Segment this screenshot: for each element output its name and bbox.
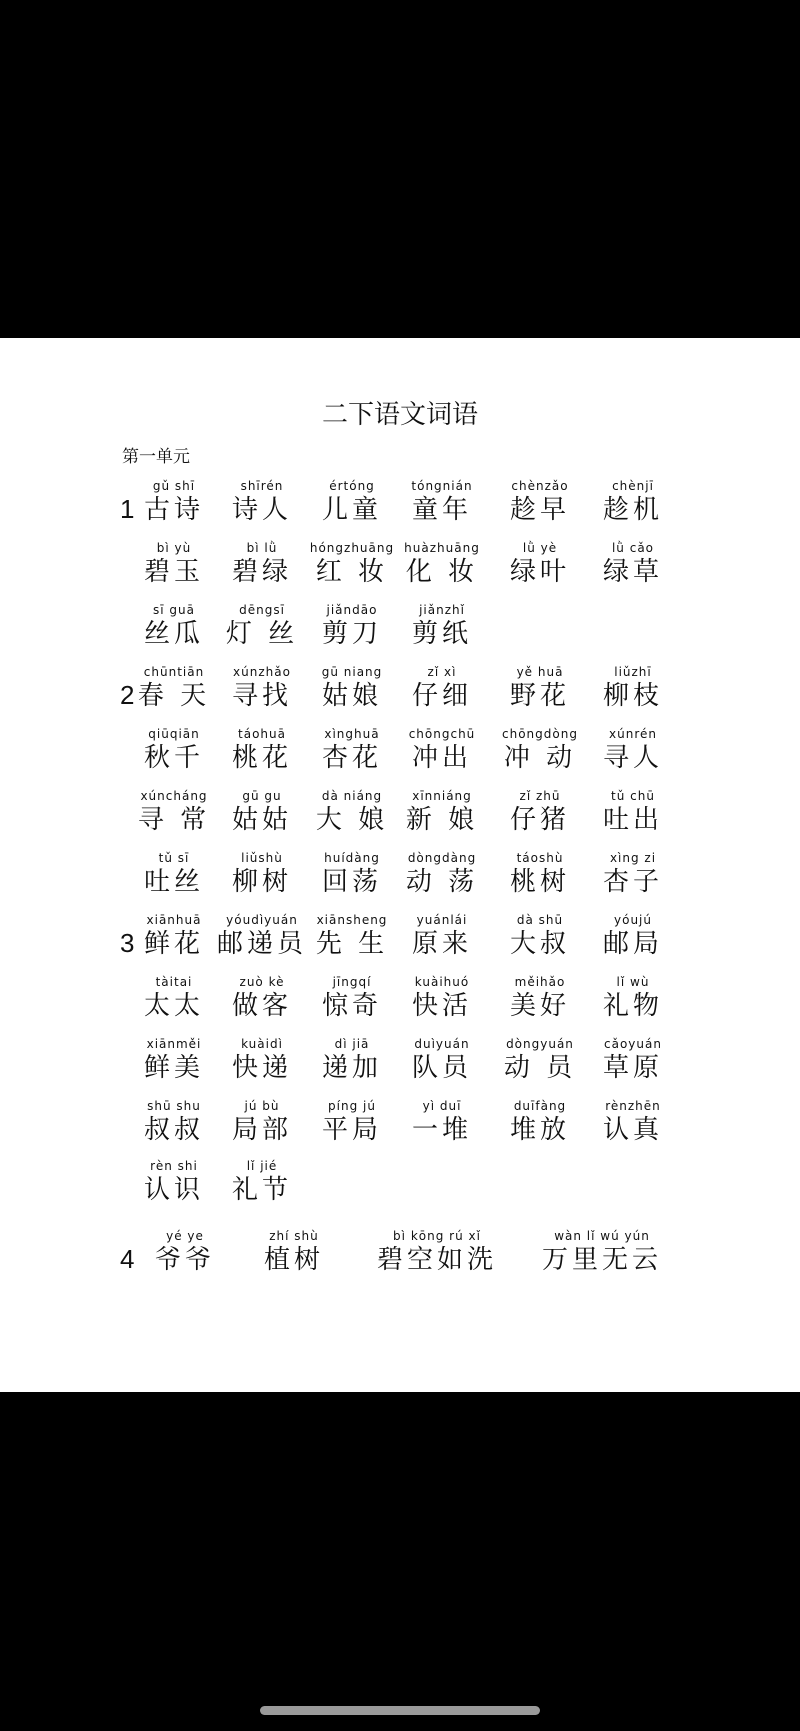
vocab-word (304, 602, 400, 650)
pinyin: shīrén (240, 479, 284, 493)
hanzi-word: 大叔 (509, 929, 570, 959)
hanzi-word: 新 娘 (405, 805, 479, 835)
vocab-word (492, 540, 588, 588)
hanzi-word: 野花 (509, 681, 570, 711)
vocab-word (304, 726, 400, 774)
hanzi-word: 一堆 (411, 1115, 472, 1145)
pinyin: jiǎndāo (326, 603, 378, 617)
vocab-word (126, 478, 222, 526)
hanzi-word: 递加 (321, 1053, 382, 1083)
vocab-word (126, 1036, 222, 1084)
pinyin: tàitai (155, 975, 193, 989)
pinyin: chōngdòng (502, 727, 578, 741)
pinyin: dà niáng (321, 789, 383, 803)
pinyin: xúnzhǎo (233, 665, 291, 679)
pinyin: chènzǎo (511, 479, 569, 493)
pinyin: jīngqí (332, 975, 372, 989)
pinyin: rèn shi (150, 1159, 198, 1173)
pinyin: hóngzhuāng (309, 541, 395, 555)
vocab-word (126, 788, 222, 836)
vocab-word (585, 726, 681, 774)
pinyin: xiānsheng (316, 913, 388, 927)
vocab-word (214, 602, 310, 650)
hanzi-word: 吐出 (602, 805, 663, 835)
pinyin: zhí shù (269, 1229, 319, 1243)
lesson-number: 2 (120, 680, 135, 710)
pinyin: xìnghuā (324, 727, 380, 741)
hanzi-word: 做客 (231, 991, 292, 1021)
pinyin: bì lǜ (246, 541, 278, 555)
pinyin: zǐ xì (427, 665, 457, 679)
vocab-word (585, 1098, 681, 1146)
vocab-word (585, 540, 681, 588)
hanzi-word: 寻人 (602, 743, 663, 773)
hanzi-word: 回荡 (321, 867, 382, 897)
hanzi-word: 平局 (321, 1115, 382, 1145)
pinyin: xìng zi (609, 851, 657, 865)
hanzi-word: 吐丝 (143, 867, 204, 897)
hanzi-word: 仔细 (411, 681, 472, 711)
vocab-word (126, 850, 222, 898)
vocab-word (394, 1098, 490, 1146)
pinyin: liǔzhī (614, 665, 652, 679)
pinyin: gǔ shī (152, 479, 196, 493)
pinyin: yóujú (614, 913, 652, 927)
hanzi-word: 礼物 (602, 991, 663, 1021)
pinyin: lǐ wù (616, 975, 650, 989)
vocab-word (137, 1228, 233, 1276)
pinyin: lǜ cǎo (611, 541, 655, 555)
hanzi-word: 儿童 (321, 495, 382, 525)
pinyin: tǔ chū (611, 789, 655, 803)
pinyin: huídàng (324, 851, 380, 865)
vocab-word (126, 1158, 222, 1206)
pinyin: táohuā (238, 727, 286, 741)
vocab-word (394, 726, 490, 774)
vocab-word (585, 850, 681, 898)
document-page (0, 338, 800, 1392)
pinyin: yì duī (422, 1099, 462, 1113)
hanzi-word: 万里无云 (541, 1245, 662, 1275)
hanzi-word: 鲜美 (143, 1053, 204, 1083)
vocab-word (394, 664, 490, 712)
vocab-word (214, 1098, 310, 1146)
vocab-word (304, 478, 400, 526)
vocab-word (394, 850, 490, 898)
hanzi-word: 冲出 (411, 743, 472, 773)
pinyin: dà shū (516, 913, 564, 927)
pinyin: kuàihuó (414, 975, 470, 989)
hanzi-word: 寻找 (231, 681, 292, 711)
pinyin: gū gu (242, 789, 282, 803)
vocab-word (214, 788, 310, 836)
vocab-word (492, 974, 588, 1022)
vocab-word (126, 1098, 222, 1146)
pinyin: xúnrén (609, 727, 657, 741)
hanzi-word: 姑娘 (321, 681, 382, 711)
hanzi-word: 杏花 (321, 743, 382, 773)
pinyin: wàn lǐ wú yún (554, 1229, 650, 1243)
hanzi-word: 原来 (411, 929, 472, 959)
vocab-word (585, 478, 681, 526)
pinyin: qiūqiān (148, 727, 200, 741)
pinyin: lǜ yè (522, 541, 558, 555)
pinyin: dì jiā (334, 1037, 370, 1051)
hanzi-word: 桃花 (231, 743, 292, 773)
pinyin: huàzhuāng (404, 541, 480, 555)
vocab-word (492, 664, 588, 712)
hanzi-word: 姑姑 (231, 805, 292, 835)
pinyin: kuàidì (241, 1037, 283, 1051)
hanzi-word: 礼节 (231, 1175, 292, 1205)
hanzi-word: 先 生 (315, 929, 389, 959)
vocab-word (304, 540, 400, 588)
vocab-word (126, 664, 222, 712)
hanzi-word: 鲜花 (143, 929, 204, 959)
vocab-word (492, 478, 588, 526)
vocab-word (214, 1158, 310, 1206)
hanzi-word: 太太 (143, 991, 204, 1021)
hanzi-word: 碧绿 (231, 557, 292, 587)
pinyin: yé ye (166, 1229, 204, 1243)
hanzi-word: 植树 (263, 1245, 324, 1275)
vocab-word (394, 478, 490, 526)
hanzi-word: 化 妆 (405, 557, 479, 587)
vocab-word (492, 912, 588, 960)
hanzi-word: 爷爷 (154, 1245, 215, 1275)
hanzi-word: 趁机 (602, 495, 663, 525)
lesson-number: 1 (120, 494, 135, 524)
pinyin: lǐ jié (246, 1159, 278, 1173)
vocab-word (214, 664, 310, 712)
hanzi-word: 动 员 (503, 1053, 577, 1083)
vocab-word (492, 788, 588, 836)
pinyin: měihǎo (514, 975, 566, 989)
vocab-word (585, 974, 681, 1022)
vocab-word (214, 974, 310, 1022)
pinyin: duìyuán (414, 1037, 470, 1051)
vocab-word (304, 912, 400, 960)
pinyin: táoshù (516, 851, 564, 865)
vocab-word (246, 1228, 342, 1276)
pinyin: chōngchū (408, 727, 476, 741)
hanzi-word: 红 妆 (315, 557, 389, 587)
hanzi-word: 动 荡 (405, 867, 479, 897)
hanzi-word: 诗人 (231, 495, 292, 525)
pinyin: shū shu (147, 1099, 201, 1113)
vocab-word (492, 850, 588, 898)
vocab-word (214, 540, 310, 588)
hanzi-word: 柳枝 (602, 681, 663, 711)
hanzi-word: 局部 (231, 1115, 292, 1145)
hanzi-word: 认真 (602, 1115, 663, 1145)
vocab-word (394, 974, 490, 1022)
vocab-word (375, 1228, 499, 1276)
hanzi-word: 绿草 (602, 557, 663, 587)
pinyin: gū niang (321, 665, 383, 679)
pinyin: tǔ sī (158, 851, 190, 865)
pinyin: tóngnián (411, 479, 473, 493)
pinyin: yě huā (516, 665, 564, 679)
vocab-word (214, 912, 310, 960)
pinyin: cǎoyuán (604, 1037, 662, 1051)
pinyin: bì yù (156, 541, 192, 555)
vocab-word (214, 850, 310, 898)
hanzi-word: 古诗 (143, 495, 204, 525)
vocab-word (126, 912, 222, 960)
pinyin: bì kōng rú xǐ (393, 1229, 481, 1243)
pinyin: értóng (329, 479, 375, 493)
hanzi-word: 桃树 (509, 867, 570, 897)
hanzi-word: 快递 (231, 1053, 292, 1083)
pinyin: zuò kè (239, 975, 285, 989)
hanzi-word: 童年 (411, 495, 472, 525)
pinyin: dēngsī (239, 603, 285, 617)
vocab-word (126, 540, 222, 588)
hanzi-word: 草原 (602, 1053, 663, 1083)
unit-heading: 第一单元 (122, 447, 190, 467)
vocab-word (585, 664, 681, 712)
vocab-word (126, 974, 222, 1022)
hanzi-word: 叔叔 (143, 1115, 204, 1145)
hanzi-word: 仔猪 (509, 805, 570, 835)
vocab-word (585, 912, 681, 960)
pinyin: duīfàng (513, 1099, 567, 1113)
pinyin: zǐ zhū (519, 789, 561, 803)
hanzi-word: 队员 (411, 1053, 472, 1083)
hanzi-word: 秋千 (143, 743, 204, 773)
hanzi-word: 灯 丝 (225, 619, 299, 649)
vocab-word (394, 602, 490, 650)
hanzi-word: 春 天 (137, 681, 211, 711)
vocab-word (394, 912, 490, 960)
pinyin: rènzhēn (605, 1099, 661, 1113)
hanzi-word: 美好 (509, 991, 570, 1021)
vocab-word (304, 1036, 400, 1084)
vocab-word (394, 540, 490, 588)
hanzi-word: 柳树 (231, 867, 292, 897)
page-title: 二下语文词语 (321, 400, 478, 430)
vocab-word (492, 1036, 588, 1084)
hanzi-word: 邮局 (602, 929, 663, 959)
pinyin: xiānhuā (146, 913, 202, 927)
vocab-word (540, 1228, 664, 1276)
vocab-word (126, 602, 222, 650)
hanzi-word: 碧空如洗 (376, 1245, 497, 1275)
lesson-number: 4 (120, 1244, 135, 1274)
vocab-word (304, 788, 400, 836)
pinyin: xīnniáng (412, 789, 472, 803)
vocab-word (214, 478, 310, 526)
hanzi-word: 碧玉 (143, 557, 204, 587)
vocab-word (394, 788, 490, 836)
pinyin: chūntiān (143, 665, 205, 679)
vocab-word (585, 788, 681, 836)
pinyin: jú bù (244, 1099, 280, 1113)
pinyin: dòngdàng (407, 851, 477, 865)
vocab-word (304, 974, 400, 1022)
hanzi-word: 惊奇 (321, 991, 382, 1021)
lesson-number: 3 (120, 928, 135, 958)
vocab-word (214, 1036, 310, 1084)
hanzi-word: 杏子 (602, 867, 663, 897)
hanzi-word: 大 娘 (315, 805, 389, 835)
pinyin: dòngyuán (506, 1037, 574, 1051)
vocab-word (304, 664, 400, 712)
hanzi-word: 寻 常 (137, 805, 211, 835)
hanzi-word: 趁早 (509, 495, 570, 525)
vocab-word (304, 850, 400, 898)
vocab-word (214, 726, 310, 774)
pinyin: jiǎnzhǐ (419, 603, 465, 617)
vocab-word (304, 1098, 400, 1146)
pinyin: yóudìyuán (226, 913, 298, 927)
pinyin: píng jú (328, 1099, 376, 1113)
pinyin: sī guā (153, 603, 195, 617)
hanzi-word: 快活 (411, 991, 472, 1021)
vocab-word (585, 1036, 681, 1084)
hanzi-word: 剪纸 (411, 619, 472, 649)
pinyin: xúncháng (140, 789, 208, 803)
hanzi-word: 丝瓜 (143, 619, 204, 649)
hanzi-word: 邮递员 (216, 929, 307, 959)
pinyin: liǔshù (241, 851, 283, 865)
hanzi-word: 绿叶 (509, 557, 570, 587)
home-indicator[interactable] (260, 1706, 540, 1715)
pinyin: yuánlái (416, 913, 468, 927)
hanzi-word: 认识 (143, 1175, 204, 1205)
vocab-word (492, 726, 588, 774)
pinyin: chènjī (612, 479, 654, 493)
vocab-word (394, 1036, 490, 1084)
vocab-word (126, 726, 222, 774)
pinyin: xiānměi (146, 1037, 202, 1051)
hanzi-word: 堆放 (509, 1115, 570, 1145)
hanzi-word: 剪刀 (321, 619, 382, 649)
vocab-word (492, 1098, 588, 1146)
hanzi-word: 冲 动 (503, 743, 577, 773)
